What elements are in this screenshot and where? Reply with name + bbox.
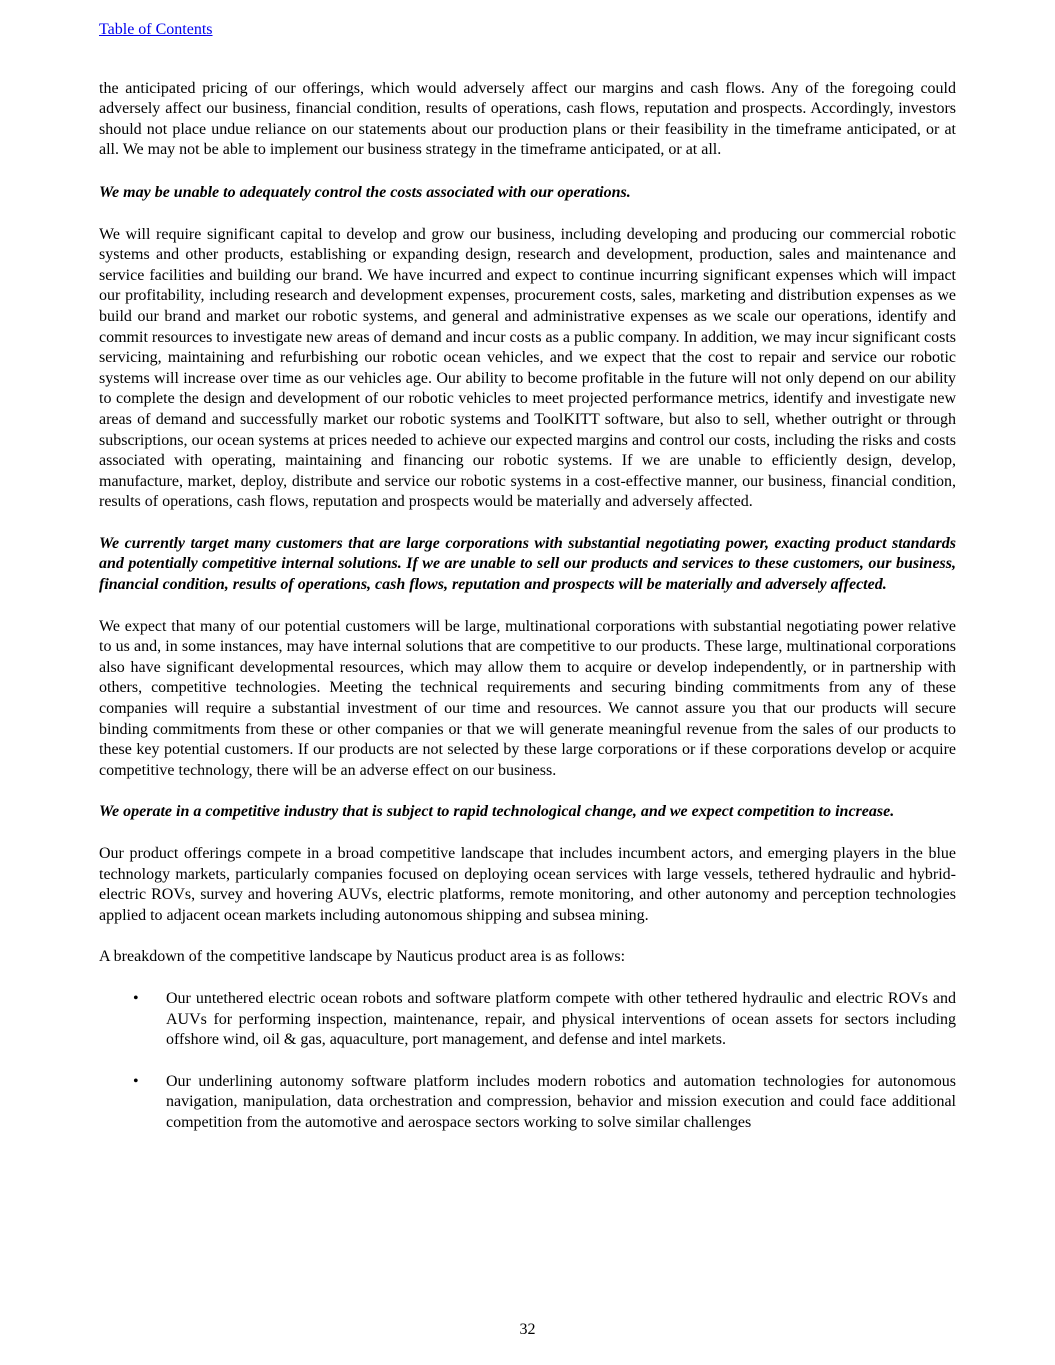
paragraph-potential-customers: We expect that many of our potential customers will be large, multinational corporations with substantial negotiating power relative to us and, in some instances, may have internal solutions that are competitive to our products. These large, multinational corporations also have significant developmental resources, which may allow them to acquire or develop independently, or in partnership with others, competitive technologies. Meeting the technical requirements and securing binding commitments from any of these companies will require a substantial investment of our time and resources. We cannot assure you that our products will secure binding commitments from these or other companies or that we will generate meaningful revenue from the sales of our products to these key potential customers. If our products are not selected by these large corporations or if these corporations develop or acquire competitive technology, there will be an adverse effect on our business. xyxy=(99,617,956,779)
bullet-text-ocean-robots: Our untethered electric ocean robots and software platform compete with other tethered hydraulic and electric ROVs and AUVs for performing inspection, maintenance, repair, and physical interventions of ocean assets for sectors including offshore wind, oil & gas, aquaculture, port management, and defense and intel markets. xyxy=(166,989,956,1049)
bullet-item-ocean-robots xyxy=(99,989,956,1051)
bullet-icon: • xyxy=(133,1072,139,1090)
bullet-item-autonomy-software xyxy=(99,1072,956,1134)
page-number: 32 xyxy=(519,1321,536,1339)
paragraph-significant-capital: We will require significant capital to develop and grow our business, including developing and producing our commercial robotic systems and other products, establishing or expanding design, research and development, production, sales and maintenance and service facilities and building our brand. We have incurred and expect to continue incurring significant expenses which will impact our profitability, including research and development expenses, procurement costs, sales, marketing and distribution expenses as we build our brand and market our robotic systems, and general and administrative expenses as we scale our operations, identify and commit resources to investigate new areas of demand and incur costs as a public company. In addition, we may incur significant costs servicing, maintaining and refurbishing our robotic ocean vehicles, and we expect that the cost to repair and service our robotic systems will increase over time as our vehicles age. Our ability to become profitable in the future will not only depend on our ability to complete the design and development of our robotic vehicles to meet projected performance metrics, identify and investigate new areas of demand and successfully market our robotic systems and ToolKITT software, but also to sell, whether outright or through subscriptions, our ocean systems at prices needed to achieve our expected margins and control our costs, including the risks and costs associated with operating, maintaining and financing our robotic systems. If we are unable to efficiently design, develop, manufacture, market, deploy, distribute and service our robotic systems in a cost-effective manner, our business, financial condition, results of operations, cash flows, reputation and prospects would be materially and adversely affected. xyxy=(99,225,956,511)
risk-heading-competitive-industry: We operate in a competitive industry that is subject to rapid technological change, and we expect competition to increase. xyxy=(99,803,895,821)
table-of-contents-link[interactable]: Table of Contents xyxy=(99,21,213,38)
risk-heading-control-costs: We may be unable to adequately control the costs associated with our operations. xyxy=(99,183,631,201)
paragraph-anticipated-pricing: the anticipated pricing of our offerings, which would adversely affect our margins and cash flows. Any of the foregoing could adversely affect our business, financial condition, results of operations, cash flows, reputation and prospects. Accordingly, investors should not place undue reliance on our statements about our production plans or their feasibility in the timeframe anticipated, or at all. We may not be able to implement our business strategy in the timeframe anticipated, or at all. xyxy=(99,79,956,159)
bullet-text-autonomy-software: Our underlining autonomy software platform includes modern robotics and automation technologies for autonomous navigation, manipulation, data orchestration and compression, behavior and mission execution and could face additional competition from the automotive and aerospace sectors working to solve similar challenges xyxy=(166,1072,956,1131)
paragraph-breakdown-intro: A breakdown of the competitive landscape by Nauticus product area is as follows: xyxy=(99,948,626,966)
paragraph-competitive-landscape: Our product offerings compete in a broad competitive landscape that includes incumbent actors, and emerging players in the blue technology markets, particularly companies focused on deploying ocean services with large vessels, tethered hydraulic and hybrid-electric ROVs, survey and hovering AUVs, electric platforms, remote monitoring, and other autonomy and perception technologies applied to adjacent ocean markets including autonomous shipping and subsea mining. xyxy=(99,845,956,924)
bullet-icon: • xyxy=(133,989,139,1007)
risk-heading-large-customers: We currently target many customers that are large corporations with substantial negotiating power, exacting product standards and potentially competitive internal solutions. If we are unable to sell our products and services to these customers, our business, financial condition, results of operations, cash flows, reputation and prospects will be materially and adversely affected. xyxy=(99,534,956,594)
